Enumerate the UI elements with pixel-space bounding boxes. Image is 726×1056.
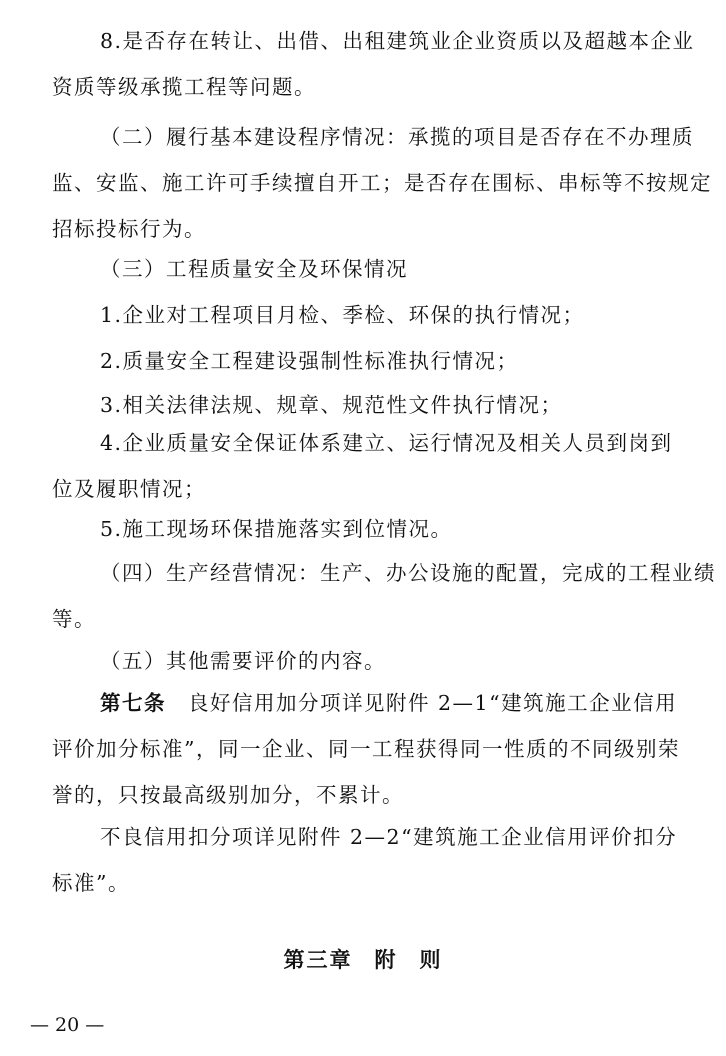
text-line: 1.企业对工程项目月检、季检、环保的执行情况； [100,303,585,327]
paragraph-item-2 [52,338,704,384]
text-line: 等。 [52,607,96,631]
text-line: （四）生产经营情况：生产、办公设施的配置，完成的工程业绩 [100,561,716,585]
text-line: 招标投标行为。 [52,217,206,241]
article-7-paragraph-2 [52,814,704,906]
chapter-title-char: 则 [419,948,443,972]
paragraph-item-4 [52,420,704,512]
article-label: 第七条 [100,691,166,715]
text-line: 不良信用扣分项详见附件 2—2“建筑施工企业信用评价扣分 [100,825,678,849]
paragraph-item-1 [52,292,704,338]
page-number: — 20 — [30,1014,105,1036]
text-line: 3.相关法律法规、规章、规范性文件执行情况； [100,393,563,417]
text-line [52,680,704,726]
text-line: 5.施工现场环保措施落实到位情况。 [100,517,453,541]
article-text: 良好信用加分项详见附件 2—1“建筑施工企业信用 [188,691,678,715]
text-line: 标准”。 [52,871,130,895]
text-line: （三）工程质量安全及环保情况 [100,257,408,281]
text-line: （二）履行基本建设程序情况：承揽的项目是否存在不办理质 [100,125,694,149]
paragraph-item-8 [52,18,704,110]
text-line: 8.是否存在转让、出借、出租建筑业企业资质以及超越本企业 [100,29,695,53]
text-line: 4.企业质量安全保证体系建立、运行情况及相关人员到岗到 [100,431,673,455]
text-line: 监、安监、施工许可手续擅自开工；是否存在围标、串标等不按规定 [52,171,712,195]
text-line: 誉的，只按最高级别加分，不累计。 [52,783,404,807]
text-line: 资质等级承揽工程等问题。 [52,75,316,99]
text-line: 位及履职情况； [52,477,206,501]
chapter-heading [0,944,726,974]
text-line: （五）其他需要评价的内容。 [100,649,386,673]
article-7 [52,680,704,818]
text-line: 2.质量安全工程建设强制性标准执行情况； [100,349,519,373]
chapter-number: 第三章 [283,948,353,972]
paragraph-section-4 [52,550,716,642]
paragraph-section-2 [52,114,712,252]
paragraph-section-5 [52,638,704,684]
chapter-title-char: 附 [374,948,398,972]
text-line: 评价加分标准”，同一企业、同一工程获得同一性质的不同级别荣 [52,737,680,761]
paragraph-item-5 [52,506,704,552]
paragraph-section-3 [52,246,704,292]
